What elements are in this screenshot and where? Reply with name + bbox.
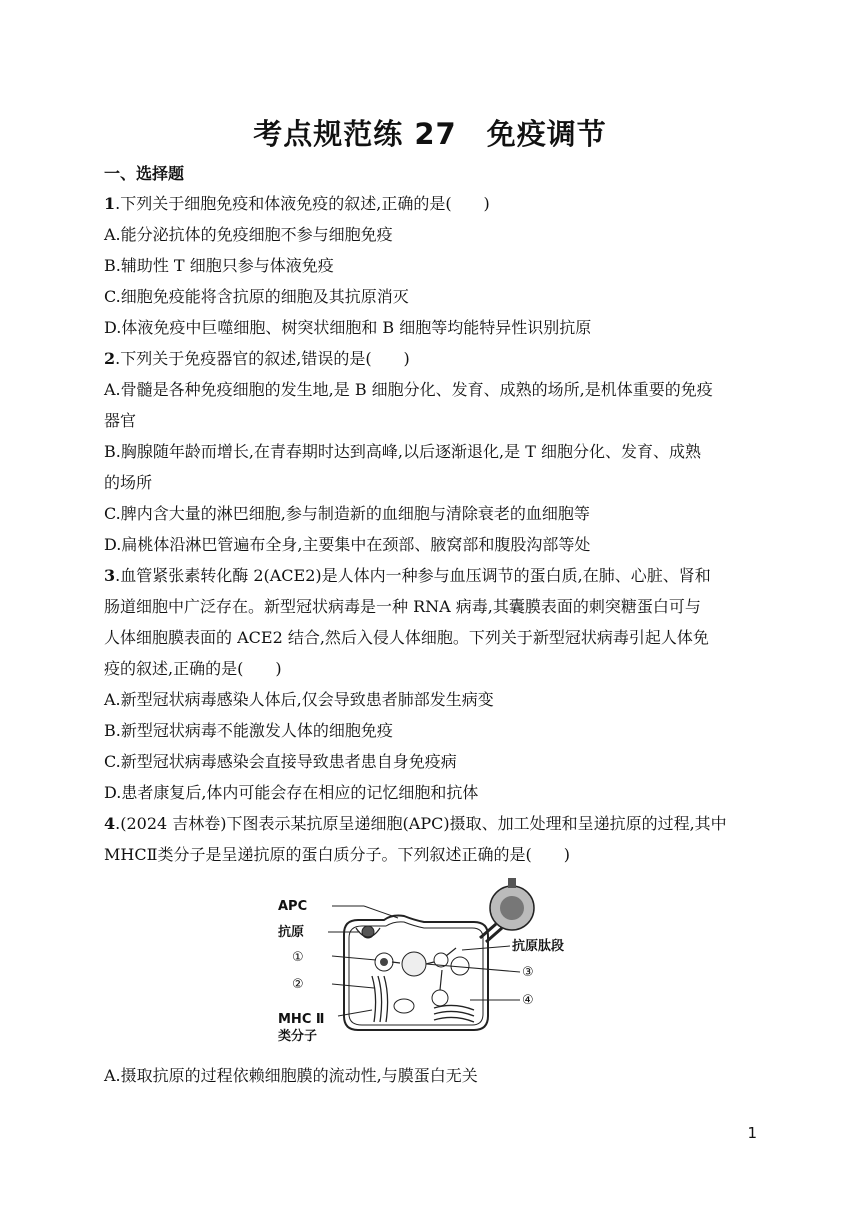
question-number: 3: [104, 566, 116, 585]
q4-option-a: A.摄取抗原的过程依赖细胞膜的流动性,与膜蛋白无关: [104, 1066, 478, 1085]
question-1-stem: [104, 188, 764, 219]
question-4-stem-line2: MHCⅡ类分子是呈递抗原的蛋白质分子。下列叙述正确的是( ): [104, 845, 570, 864]
golgi-apparatus: [434, 1005, 474, 1022]
leader-peptide: [462, 946, 510, 950]
leader-apc-2: [364, 906, 398, 918]
nucleus-fragment: [394, 999, 414, 1013]
page-number: 1: [747, 1124, 757, 1142]
question-2-stem: [104, 343, 764, 374]
label-apc: APC: [278, 899, 308, 914]
arrow-3: [440, 970, 442, 990]
leader-3: [426, 964, 520, 972]
label-antigen: 抗原: [278, 925, 305, 940]
t-cell-nucleus: [500, 896, 524, 920]
question-3-stem-line3: 人体细胞膜表面的 ACE2 结合,然后入侵人体细胞。下列关于新型冠状病毒引起人体免: [104, 628, 709, 647]
q1-option-c: C.细胞免疫能将含抗原的细胞及其抗原消灭: [104, 287, 409, 306]
label-1: ①: [292, 950, 304, 965]
leader-2: [332, 984, 374, 988]
question-number: 1: [104, 194, 116, 213]
endoplasmic-reticulum: [372, 976, 388, 1022]
q2-option-c: C.脾内含大量的淋巴细胞,参与制造新的血细胞与清除衰老的血细胞等: [104, 504, 590, 523]
q2-option-a-line1: A.骨髓是各种免疫细胞的发生地,是 B 细胞分化、发育、成熟的场所,是机体重要的免疫: [104, 380, 713, 399]
question-text: .下列关于免疫器官的叙述,错误的是( ): [115, 349, 410, 368]
page-title: 考点规范练 27 免疫调节: [253, 117, 607, 151]
question-text: .下列关于细胞免疫和体液免疫的叙述,正确的是( ): [115, 194, 490, 213]
vesicle-1-content: [380, 958, 388, 966]
arrow-4: [446, 948, 456, 956]
apc-diagram-svg: [274, 876, 594, 1054]
question-4-stem: [104, 808, 764, 839]
question-list: [104, 188, 764, 1091]
question-number: 2: [104, 349, 116, 368]
q1-option-d: D.体液免疫中巨噬细胞、树突状细胞和 B 细胞等均能特异性识别抗原: [104, 318, 592, 337]
label-2: ②: [292, 977, 304, 992]
label-4: ④: [522, 993, 534, 1008]
cd4-marker: [508, 878, 516, 888]
label-mhc-line2: 类分子: [278, 1029, 318, 1044]
q1-option-a: A.能分泌抗体的免疫细胞不参与细胞免疫: [104, 225, 393, 244]
question-number: 4: [104, 814, 116, 833]
label-mhc-line1: MHC Ⅱ: [278, 1012, 325, 1027]
question-3-stem: [104, 560, 764, 591]
question-3-stem-line4: 疫的叙述,正确的是( ): [104, 659, 282, 678]
leader-1: [332, 956, 376, 960]
question-3-stem-line2: 肠道细胞中广泛存在。新型冠状病毒是一种 RNA 病毒,其囊膜表面的刺突糖蛋白可与: [104, 597, 701, 616]
label-3: ③: [522, 965, 534, 980]
q1-option-b: B.辅助性 T 细胞只参与体液免疫: [104, 256, 334, 275]
vesicle-4: [432, 990, 448, 1006]
lysosome: [402, 952, 426, 976]
q3-option-a: A.新型冠状病毒感染人体后,仅会导致患者肺部发生病变: [104, 690, 494, 709]
q2-option-a-line2: 器官: [104, 411, 137, 430]
label-peptide: 抗原肽段: [512, 939, 565, 954]
apc-diagram: [104, 876, 764, 1056]
section-heading: 一、选择题: [104, 164, 185, 183]
q3-option-d: D.患者康复后,体内可能会存在相应的记忆细胞和抗体: [104, 783, 479, 802]
q2-option-b-line2: 的场所: [104, 473, 153, 492]
question-text: .血管紧张素转化酶 2(ACE2)是人体内一种参与血压调节的蛋白质,在肺、心脏、肾和: [115, 566, 711, 585]
q3-option-b: B.新型冠状病毒不能激发人体的细胞免疫: [104, 721, 393, 740]
question-text: .(2024 吉林卷)下图表示某抗原呈递细胞(APC)摄取、加工处理和呈递抗原的过程,其中: [115, 814, 727, 833]
q3-option-c: C.新型冠状病毒感染会直接导致患者患自身免疫病: [104, 752, 457, 771]
q2-option-b-line1: B.胸腺随年龄而增长,在青春期时达到高峰,以后逐渐退化,是 T 细胞分化、发育、成熟: [104, 442, 701, 461]
q2-option-d: D.扁桃体沿淋巴管遍布全身,主要集中在颈部、腋窝部和腹股沟部等处: [104, 535, 591, 554]
